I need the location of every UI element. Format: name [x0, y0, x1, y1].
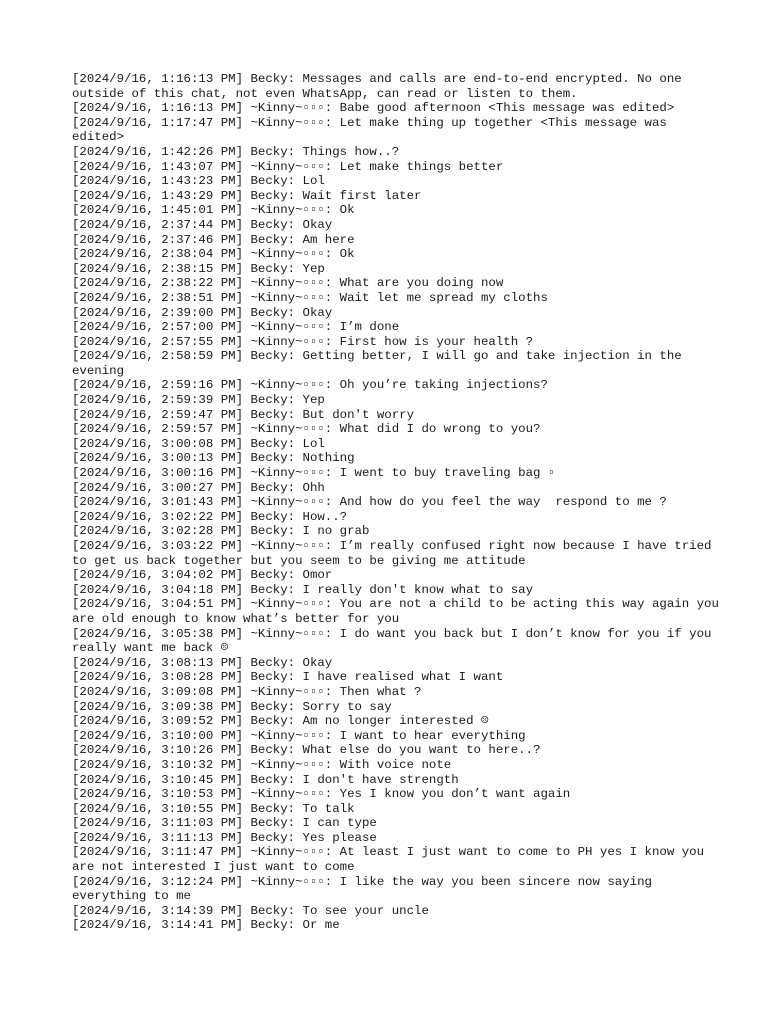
message-line: [2024/9/16, 2:38:04 PM] ~Kinny~▫▫▫: Ok: [72, 247, 355, 262]
message-line: [2024/9/16, 3:10:26 PM] Becky: What else do you want to here..?: [72, 743, 541, 758]
message-line: [2024/9/16, 2:59:57 PM] ~Kinny~▫▫▫: What did I do wrong to you?: [72, 422, 541, 437]
message-line: [2024/9/16, 1:45:01 PM] ~Kinny~▫▫▫: Ok: [72, 203, 355, 218]
message-line: [2024/9/16, 3:08:28 PM] Becky: I have realised what I want: [72, 670, 504, 685]
message-line: [2024/9/16, 3:03:22 PM] ~Kinny~▫▫▫: I’m really confused right now because I have tried to get us back together but you seem to be giving me attitude: [72, 539, 719, 568]
message-line: [2024/9/16, 2:38:51 PM] ~Kinny~▫▫▫: Wait let me spread my cloths: [72, 290, 548, 305]
message-line: [2024/9/16, 2:38:22 PM] ~Kinny~▫▫▫: What are you doing now: [72, 276, 504, 291]
message-line: [2024/9/16, 3:01:43 PM] ~Kinny~▫▫▫: And how do you feel the way respond to me ?: [72, 495, 667, 510]
message-line: [2024/9/16, 3:00:16 PM] ~Kinny~▫▫▫: I went to buy traveling bag ▫: [72, 466, 556, 481]
message-line: [2024/9/16, 2:57:55 PM] ~Kinny~▫▫▫: First how is your health ?: [72, 334, 534, 349]
message-line: [2024/9/16, 3:08:13 PM] Becky: Okay: [72, 655, 333, 670]
message-line: [2024/9/16, 2:59:47 PM] Becky: But don't worry: [72, 407, 415, 422]
message-line: [2024/9/16, 3:10:55 PM] Becky: To talk: [72, 801, 355, 816]
message-line: [2024/9/16, 1:42:26 PM] Becky: Things how..?: [72, 144, 400, 159]
message-line: [2024/9/16, 2:37:44 PM] Becky: Okay: [72, 217, 333, 232]
message-line: [2024/9/16, 2:39:00 PM] Becky: Okay: [72, 305, 333, 320]
message-line: [2024/9/16, 3:02:22 PM] Becky: How..?: [72, 509, 348, 524]
message-line: [2024/9/16, 3:10:32 PM] ~Kinny~▫▫▫: With voice note: [72, 757, 452, 772]
message-line: [2024/9/16, 3:05:38 PM] ~Kinny~▫▫▫: I do want you back but I don’t know for you if you really want me back ☹: [72, 626, 719, 656]
message-line: [2024/9/16, 1:43:23 PM] Becky: Lol: [72, 174, 325, 189]
message-line: [2024/9/16, 2:59:16 PM] ~Kinny~▫▫▫: Oh you’re taking injections?: [72, 378, 548, 393]
message-line: [2024/9/16, 3:09:52 PM] Becky: Am no longer interested ☹: [72, 714, 489, 729]
message-line: [2024/9/16, 3:11:03 PM] Becky: I can type: [72, 816, 377, 831]
message-line: [2024/9/16, 3:04:02 PM] Becky: Omor: [72, 568, 333, 583]
message-line: [2024/9/16, 3:09:38 PM] Becky: Sorry to say: [72, 699, 392, 714]
message-line: [2024/9/16, 1:43:29 PM] Becky: Wait first later: [72, 188, 422, 203]
message-line: [2024/9/16, 2:58:59 PM] Becky: Getting better, I will go and take injection in the evening: [72, 349, 690, 378]
chat-transcript: [72, 72, 727, 933]
message-line: [2024/9/16, 3:10:53 PM] ~Kinny~▫▫▫: Yes I know you don’t want again: [72, 787, 571, 802]
message-line: [2024/9/16, 2:59:39 PM] Becky: Yep: [72, 393, 325, 408]
message-line: [2024/9/16, 2:38:15 PM] Becky: Yep: [72, 261, 325, 276]
message-line: [2024/9/16, 3:04:51 PM] ~Kinny~▫▫▫: You are not a child to be acting this way again you are old enough to know what’s better for you: [72, 597, 727, 626]
message-line: [2024/9/16, 3:02:28 PM] Becky: I no grab: [72, 524, 370, 539]
message-line: [2024/9/16, 3:04:18 PM] Becky: I really don't know what to say: [72, 582, 534, 597]
message-line: [2024/9/16, 3:11:47 PM] ~Kinny~▫▫▫: At least I just want to come to PH yes I know you are not interested I just want to come: [72, 845, 712, 875]
message-line: [2024/9/16, 3:00:27 PM] Becky: Ohh: [72, 480, 325, 495]
message-line: [2024/9/16, 3:12:24 PM] ~Kinny~▫▫▫: I like the way you been sincere now saying everything to me: [72, 874, 660, 904]
message-line: [2024/9/16, 3:10:45 PM] Becky: I don't have strength: [72, 772, 459, 787]
message-line: [2024/9/16, 1:43:07 PM] ~Kinny~▫▫▫: Let make things better: [72, 159, 504, 174]
message-line: [2024/9/16, 3:09:08 PM] ~Kinny~▫▫▫: Then what ?: [72, 684, 422, 699]
message-line: [2024/9/16, 3:14:39 PM] Becky: To see your uncle: [72, 903, 429, 918]
message-line: [2024/9/16, 3:00:13 PM] Becky: Nothing: [72, 451, 355, 466]
message-line: [2024/9/16, 3:14:41 PM] Becky: Or me: [72, 918, 340, 933]
message-line: [2024/9/16, 3:00:08 PM] Becky: Lol: [72, 436, 325, 451]
message-line: [2024/9/16, 1:16:13 PM] ~Kinny~▫▫▫: Babe good afternoon <This message was edited>: [72, 101, 675, 116]
message-line: [2024/9/16, 1:16:13 PM] Becky: Messages and calls are end-to-end encrypted. No one outside of this chat, not even WhatsApp, can read or listen to them.: [72, 72, 690, 101]
message-line: [2024/9/16, 1:17:47 PM] ~Kinny~▫▫▫: Let make thing up together <This message was edited>: [72, 115, 675, 145]
message-line: [2024/9/16, 3:11:13 PM] Becky: Yes please: [72, 830, 377, 845]
message-line: [2024/9/16, 2:57:00 PM] ~Kinny~▫▫▫: I’m done: [72, 320, 400, 335]
message-line: [2024/9/16, 3:10:00 PM] ~Kinny~▫▫▫: I want to hear everything: [72, 728, 526, 743]
message-line: [2024/9/16, 2:37:46 PM] Becky: Am here: [72, 232, 355, 247]
